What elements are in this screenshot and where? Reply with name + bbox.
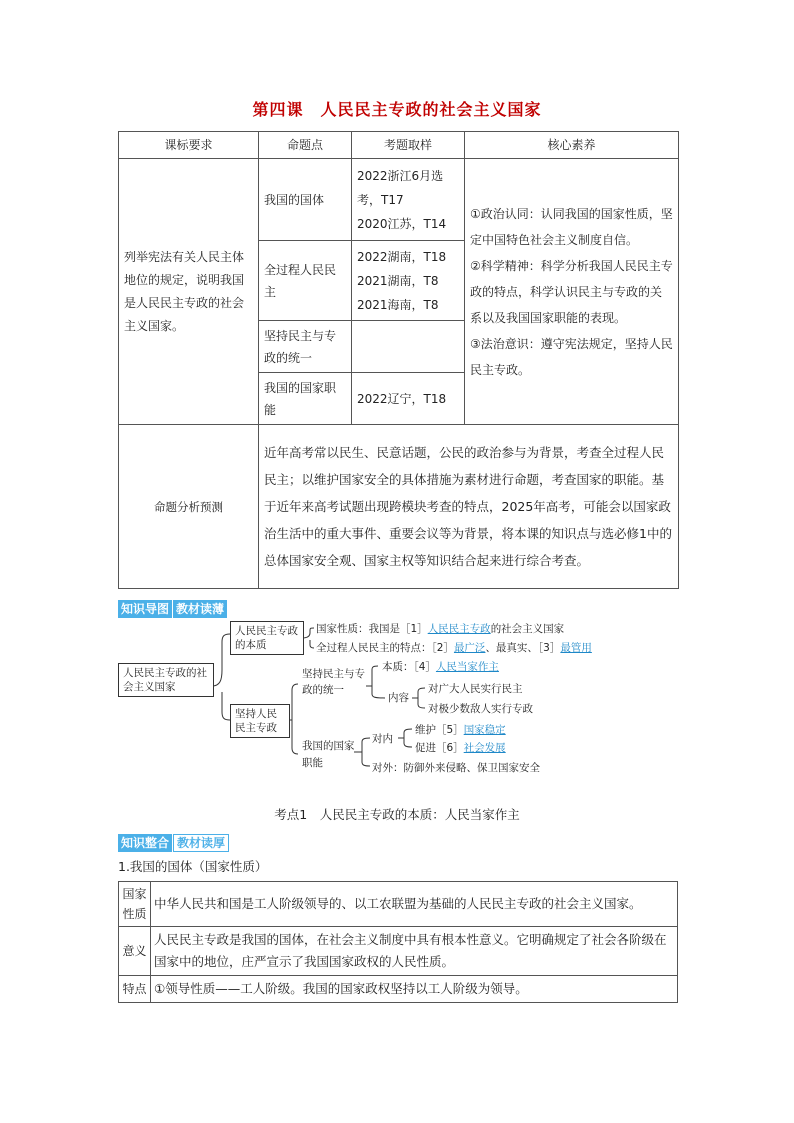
header-cell: 考题取样 <box>352 132 465 159</box>
sample-cell: 2022辽宁，T18 <box>352 373 465 425</box>
row-value: ①领导性质——工人阶级。我国的国家政权坚持以工人阶级为领导。 <box>151 976 678 1003</box>
badge-knowledge-map: 知识导图 <box>118 600 172 618</box>
mindmap-unity: 坚持民主与专政的统一 <box>302 668 365 696</box>
point-cell: 我国的国体 <box>259 159 352 241</box>
literacy-item: ③法治意识：遵守宪法规定，坚持人民民主专政。 <box>470 336 673 377</box>
blank-5: 国家稳定 <box>463 724 506 736</box>
integrate-badge-group <box>118 832 229 852</box>
mm-text: 本质：［4］ <box>382 661 436 673</box>
section-title: 考点1 人民民主专政的本质：人民当家作主 <box>274 807 520 822</box>
forecast-text: 近年高考常以民生、民意话题，公民的政治参与为背景，考查全过程人民民主；以维护国家安全的具体措施为素材进行命题，考查国家的职能。基于近年来高考试题出现跨模块考查的特点，2025年高考，可能会以国家政治生活中的重大事件、重要会议等为背景，将本课的知识点与选必修1中的总体国家安全观、国家主权等知识结合起来进行综合考查。 <box>259 425 679 589</box>
row-value: 中华人民共和国是工人阶级领导的、以工农联盟为基础的人民民主专政的社会主义国家。 <box>151 882 678 927</box>
blank-3: 最管用 <box>560 642 592 654</box>
subheading: 1.我国的国体（国家性质） <box>118 859 268 874</box>
state-nature-table <box>118 881 678 1003</box>
mindmap-inner: 对内 <box>372 733 393 745</box>
mindmap-essence <box>382 659 499 674</box>
mm-text: 全过程人民民主的特点：［2］ <box>316 642 454 654</box>
row-key: 国家性质 <box>119 882 151 927</box>
sample-text: 2022浙江6月选考，T17 <box>357 168 444 207</box>
mm-text: 、最真实、［3］ <box>485 642 561 654</box>
header-cell: 命题点 <box>259 132 352 159</box>
badge-textbook-thick: 教材读厚 <box>173 834 229 852</box>
blank-4: 人民当家作主 <box>435 661 499 673</box>
point-cell: 全过程人民民主 <box>259 241 352 321</box>
blank-1: 人民民主专政 <box>427 623 491 635</box>
blank-2: 最广泛 <box>453 642 486 654</box>
mindmap-branch-essence: 人民民主专政的本质 <box>230 621 304 655</box>
literacy-item: ①政治认同：认同我国的国家性质，坚定中国特色社会主义制度自信。 <box>470 206 673 247</box>
mm-text: 促进［6］ <box>415 742 464 754</box>
mindmap-content-item: 对广大人民实行民主 <box>428 683 523 695</box>
sample-text: 2020江苏，T14 <box>357 216 447 231</box>
mindmap-root: 人民民主专政的社会主义国家 <box>118 663 214 697</box>
row-value: 人民民主专政是我国的国体，在社会主义制度中具有根本性意义。它明确规定了社会各阶级在国家中的地位，庄严宣示了我国国家政权的人民性质。 <box>151 927 678 976</box>
mm-text: 国家性质：我国是［1］ <box>316 623 428 635</box>
mindmap-content: 内容 <box>388 692 409 704</box>
header-cell: 课标要求 <box>119 132 259 159</box>
mm-text: 的社会主义国家 <box>490 623 565 635</box>
mindmap-line-features <box>316 640 592 655</box>
sample-text: 2022湖南，T18 <box>357 249 447 264</box>
mindmap-branch-uphold: 坚持人民民主专政 <box>230 704 290 738</box>
sample-text: 2021湖南，T8 <box>357 273 439 288</box>
mindmap-content-item: 对极少数敌人实行专政 <box>428 703 533 715</box>
mindmap-inner-item <box>415 722 506 737</box>
badge-textbook-thin: 教材读薄 <box>173 600 227 618</box>
point-cell: 我国的国家职能 <box>259 373 352 425</box>
literacy-item: ②科学精神：科学分析我国人民民主专政的特点，科学认识民主与专政的关系以及我国国家职能的表现。 <box>470 258 673 325</box>
sample-text: 2021海南，T8 <box>357 297 439 312</box>
mindmap-inner-item <box>415 740 506 755</box>
requirement-cell: 列举宪法有关人民主体地位的规定，说明我国是人民民主专政的社会主义国家。 <box>119 159 259 425</box>
mindmap-outer: 对外：防御外来侵略、保卫国家安全 <box>372 762 540 774</box>
mindmap-functions: 我国的国家职能 <box>302 740 355 769</box>
badge-knowledge-integrate: 知识整合 <box>118 834 172 852</box>
row-key: 特点 <box>119 976 151 1003</box>
row-key: 意义 <box>119 927 151 976</box>
page-title: 第四课 人民民主专政的社会主义国家 <box>252 100 542 119</box>
blank-6: 社会发展 <box>463 742 506 754</box>
header-cell: 核心素养 <box>465 132 679 159</box>
mm-text: 维护［5］ <box>415 724 464 736</box>
point-cell: 坚持民主与专政的统一 <box>259 321 352 373</box>
forecast-label: 命题分析预测 <box>119 425 259 589</box>
mindmap-line-nature <box>316 621 564 636</box>
